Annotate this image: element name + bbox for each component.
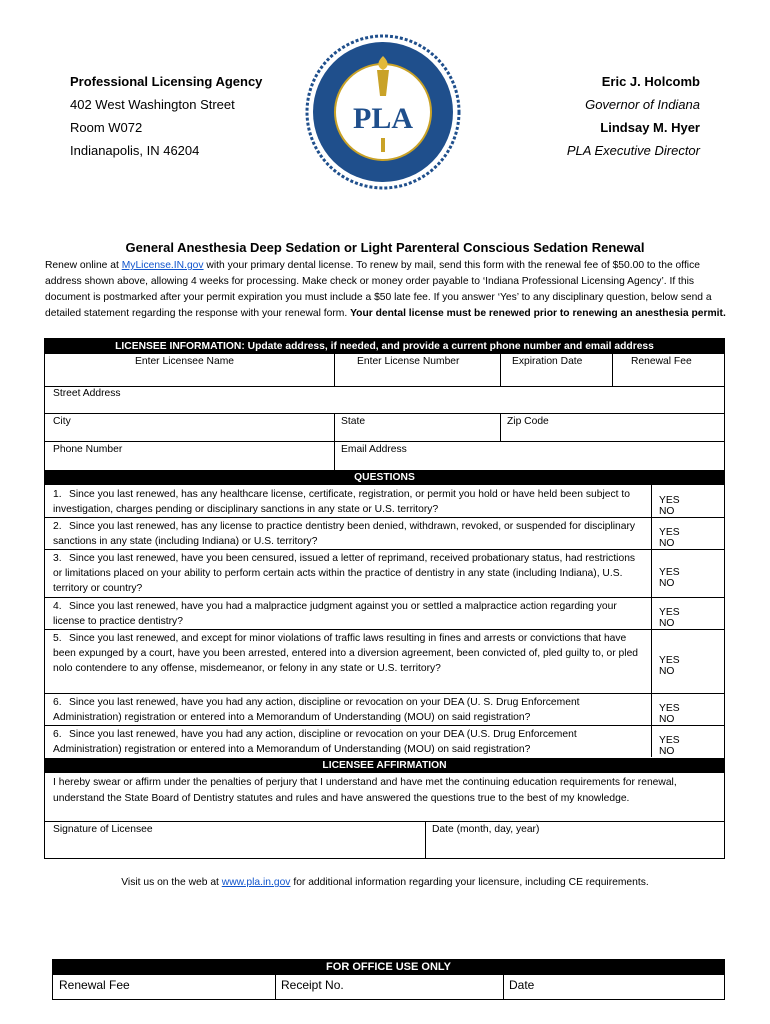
footer-text-pre: Visit us on the web at — [121, 877, 222, 888]
signature-label[interactable]: Signature of Licensee — [53, 824, 153, 835]
no-option[interactable]: NO — [659, 714, 675, 725]
mylicense-link[interactable]: MyLicense.IN.gov — [121, 260, 204, 271]
license-number-label: Enter License Number — [357, 356, 460, 367]
question-1-answer[interactable] — [659, 495, 725, 517]
no-option[interactable]: NO — [659, 746, 675, 757]
zip-code-label: Zip Code — [507, 416, 549, 427]
state-label: State — [341, 416, 366, 427]
intro-bold-note: Your dental license must be renewed prior to renewing an anesthesia permit. — [350, 308, 726, 319]
intro-text-pre: Renew online at — [45, 260, 122, 271]
office-renewal-fee-label: Renewal Fee — [59, 978, 130, 992]
question-2-answer[interactable] — [659, 527, 725, 549]
question-5-answer[interactable] — [659, 655, 725, 677]
email-address-label: Email Address — [341, 444, 407, 455]
footer-note — [0, 877, 770, 888]
footer-text-post: for additional information regarding your licensure, including CE requirements. — [290, 877, 649, 888]
director-name: Lindsay M. Hyer — [600, 120, 700, 135]
office-receipt-label: Receipt No. — [281, 978, 344, 992]
yes-option[interactable]: YES — [659, 567, 680, 578]
affirmation-header: LICENSEE AFFIRMATION — [45, 758, 724, 773]
question-6b-answer[interactable] — [659, 735, 725, 757]
question-3-answer[interactable] — [659, 567, 725, 589]
expiration-date-label: Expiration Date — [512, 356, 583, 367]
question-3: 3. Since you last renewed, have you been censured, issued a letter of reprimand, received probationary status, had restrictions or limitations placed on your ability to perform certain acts within the practice of dentistry in any state (including Indiana), U.S. territory or country? — [53, 553, 636, 594]
director-title: PLA Executive Director — [566, 143, 700, 158]
questions-header: QUESTIONS — [45, 470, 724, 485]
licensee-info-header: LICENSEE INFORMATION: Update address, if needed, and provide a current phone number and email address — [45, 339, 724, 354]
agency-address-line2: Room W072 — [70, 120, 143, 135]
no-option[interactable]: NO — [659, 506, 675, 517]
agency-address — [70, 70, 262, 162]
yes-option[interactable]: YES — [659, 527, 680, 538]
yes-option[interactable]: YES — [659, 495, 680, 506]
question-4-answer[interactable] — [659, 607, 725, 629]
officials — [567, 70, 700, 162]
yes-option[interactable]: YES — [659, 607, 680, 618]
agency-address-line1: 402 West Washington Street — [70, 97, 235, 112]
intro-paragraph — [45, 258, 727, 322]
question-6-answer[interactable] — [659, 703, 725, 725]
question-4: 4. Since you last renewed, have you had a malpractice judgment against you or settled a malpractice action regarding your license to practice dentistry? — [53, 601, 617, 627]
pla-seal-logo — [305, 34, 461, 190]
question-2: 2. Since you last renewed, has any license to practice dentistry been denied, withdrawn, revoked, or suspended for disciplinary sanctions in any state (including Indiana) or U.S. territory? — [53, 521, 636, 547]
no-option[interactable]: NO — [659, 666, 675, 677]
question-6b: 6. Since you last renewed, have you had any action, discipline or revocation on your DEA (U.S. Drug Enforcement Administration) registration or entered into a Memorandum of Understanding (MOU) on said registration? — [53, 729, 577, 755]
yes-option[interactable]: YES — [659, 735, 680, 746]
affirmation-text: I hereby swear or affirm under the penalties of perjury that I understand and have met the continuing education requirements for renewal, understand the State Board of Dentistry statutes and rules and have answered the questions true to the best of my knowledge. — [53, 777, 677, 804]
renewal-form — [44, 338, 725, 859]
no-option[interactable]: NO — [659, 578, 675, 589]
street-address-label: Street Address — [53, 388, 121, 399]
question-1: 1. Since you last renewed, has any healthcare license, certificate, registration, or permit you hold or have held been subject to investigation, charges pending or disciplinary sanctions in any state or U.S. territory? — [53, 489, 630, 515]
question-5: 5. Since you last renewed, and except for minor violations of traffic laws resulting in fines and arrests or convictions that have been expunged by a court, have you been arrested, entered into a diversion agreement, been convicted of, pled guilty to, or pled nolo contendere to any offense, misdemeanor, or felony in any state or U.S. territory? — [53, 633, 639, 674]
city-label: City — [53, 416, 71, 427]
date-label[interactable]: Date (month, day, year) — [432, 824, 540, 835]
phone-number-label: Phone Number — [53, 444, 123, 455]
renewal-fee-label: Renewal Fee — [631, 356, 692, 367]
question-6: 6. Since you last renewed, have you had any action, discipline or revocation on your DEA (U. S. Drug Enforcement Administration) registration or entered into a Memorandum of Understanding (MOU) on said registration? — [53, 697, 580, 723]
licensee-name-label: Enter Licensee Name — [135, 356, 235, 367]
office-date-label: Date — [509, 978, 535, 992]
intro-text-post: with your primary dental license. To renew by mail, send this form with the renewal fee of $50.00 to the office address shown above, allowing 4 weeks for processing. Make check or money order payable to ‘Indiana Professional Licensing Agency’. If this document is postmarked after your permit expiration you must include a $50 late fee. If you answer ‘Yes’ to any disciplinary question, below send a detailed statement regarding the response with your renewal form. — [45, 260, 712, 319]
governor-name: Eric J. Holcomb — [601, 74, 700, 89]
agency-name: Professional Licensing Agency — [70, 74, 263, 89]
agency-city: Indianapolis, IN 46204 — [70, 143, 200, 158]
pla-website-link[interactable]: www.pla.in.gov — [221, 877, 291, 888]
yes-option[interactable]: YES — [659, 655, 680, 666]
no-option[interactable]: NO — [659, 618, 675, 629]
no-option[interactable]: NO — [659, 538, 675, 549]
office-use-header: FOR OFFICE USE ONLY — [53, 960, 724, 975]
form-title: General Anesthesia Deep Sedation or Light Parenteral Conscious Sedation Renewal — [125, 240, 645, 255]
office-use-box — [52, 959, 725, 1000]
yes-option[interactable]: YES — [659, 703, 680, 714]
svg-text:PLA: PLA — [353, 102, 413, 135]
governor-title: Governor of Indiana — [585, 97, 700, 112]
